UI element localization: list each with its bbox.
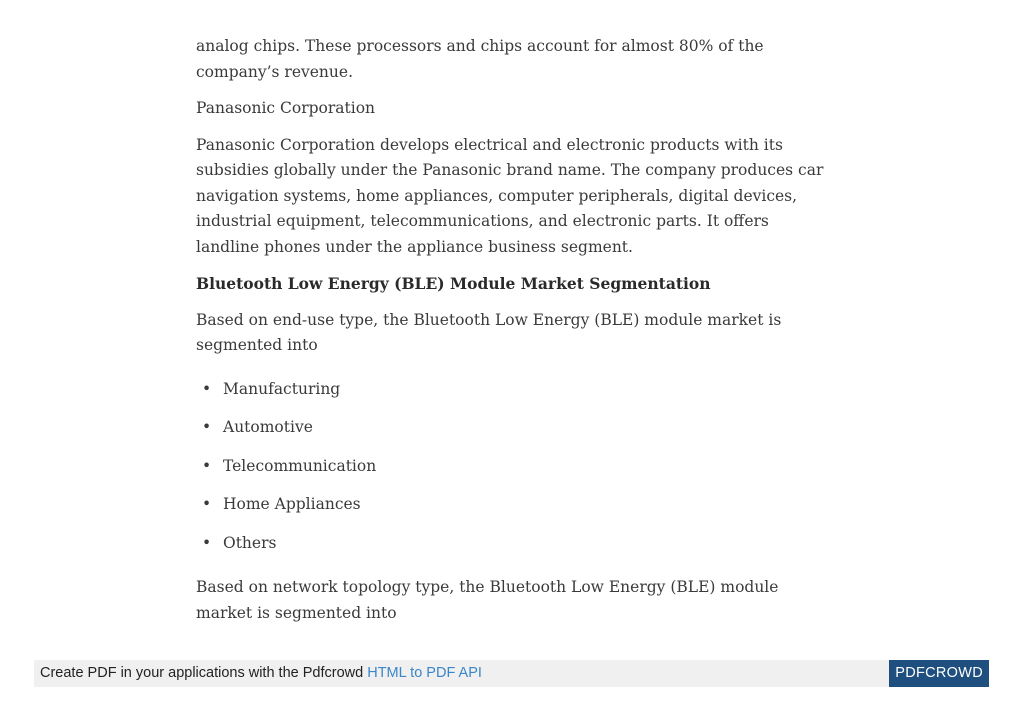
bullet-icon: • xyxy=(202,456,212,475)
paragraph-panasonic: Panasonic Corporation develops electrical and electronic products with its subsidies globally under the Panasonic brand name. The company produces car navigation systems, home appliances, computer peripherals, digital devices, industrial equipment, telecommunications, and electronic parts. It offers landline phones under the appliance business segment. xyxy=(196,135,824,256)
end-use-list xyxy=(196,377,836,557)
list-item xyxy=(196,492,836,518)
list-item-label: Telecommunication xyxy=(223,456,377,475)
bullet-icon: • xyxy=(202,379,212,398)
list-item xyxy=(196,531,836,557)
list-item xyxy=(196,415,836,441)
list-item xyxy=(196,454,836,480)
bullet-icon: • xyxy=(202,533,212,552)
paragraph-end-use-intro: Based on end-use type, the Bluetooth Low Energy (BLE) module market is segmented into xyxy=(196,310,782,354)
list-item xyxy=(196,377,836,403)
html-to-pdf-api-link[interactable]: HTML to PDF API xyxy=(367,665,482,681)
footer-text xyxy=(40,665,482,681)
footer-message: Create PDF in your applications with the Pdfcrowd xyxy=(40,665,364,681)
list-item-label: Others xyxy=(223,533,277,552)
list-item-label: Home Appliances xyxy=(223,495,361,513)
paragraph-revenue: analog chips. These processors and chips account for almost 80% of the company’s revenue. xyxy=(196,37,764,81)
pdfcrowd-footer xyxy=(34,660,989,687)
paragraph-topology-intro: Based on network topology type, the Bluetooth Low Energy (BLE) module market is segmented into xyxy=(196,578,779,622)
pdfcrowd-badge[interactable]: PDFCROWD xyxy=(889,660,989,687)
section-heading: Bluetooth Low Energy (BLE) Module Market Segmentation xyxy=(196,274,711,293)
list-item-label: Manufacturing xyxy=(223,379,341,398)
list-item-label: Automotive xyxy=(223,418,313,436)
bullet-icon: • xyxy=(202,418,212,436)
bullet-icon: • xyxy=(202,495,212,513)
document-body xyxy=(196,34,836,637)
company-heading: Panasonic Corporation xyxy=(196,99,376,117)
